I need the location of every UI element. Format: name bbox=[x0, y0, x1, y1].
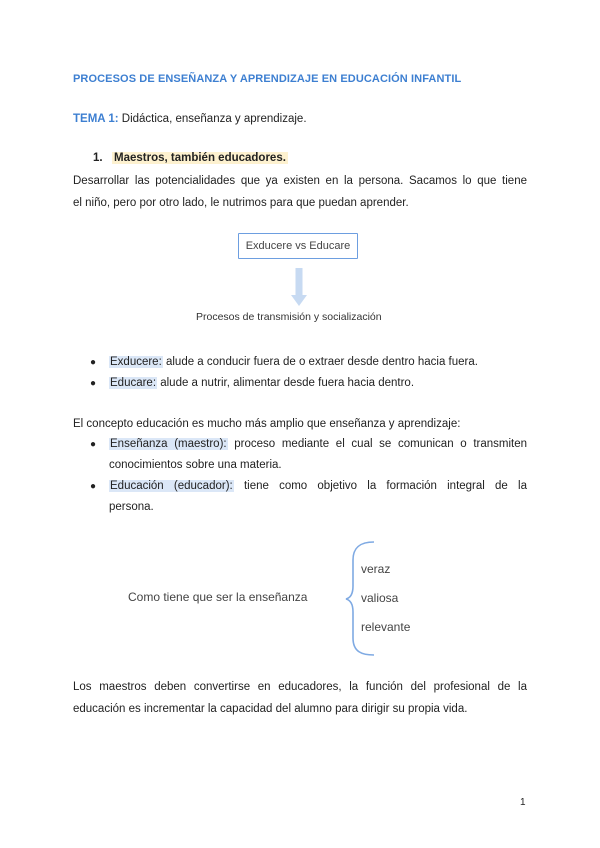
intro-line-2: el niño, pero por otro lado, le nutrimos para que puedan aprender. bbox=[73, 197, 409, 209]
concepts-list bbox=[73, 434, 527, 518]
bullet-icon: ● bbox=[90, 378, 97, 389]
exducere-educare-box: Exducere vs Educare bbox=[238, 233, 358, 259]
tema-text: Didáctica, enseñanza y aprendizaje. bbox=[118, 113, 307, 125]
list-item-line-1 bbox=[109, 434, 527, 455]
conclusion-line-1: Los maestros deben convertirse en educadores, la función del profesional de la bbox=[73, 681, 527, 693]
term: Exducere: bbox=[110, 356, 162, 368]
section-heading bbox=[93, 152, 288, 164]
term: Educare: bbox=[110, 377, 157, 389]
term: Enseñanza (maestro): bbox=[110, 438, 227, 450]
definition: alude a nutrir, alimentar desde fuera hacia dentro. bbox=[157, 377, 415, 389]
down-arrow-icon bbox=[291, 268, 307, 308]
list-item bbox=[73, 476, 527, 518]
list-item bbox=[73, 434, 527, 476]
page-number: 1 bbox=[520, 797, 526, 808]
concept-intro: El concepto educación es mucho más amplio que enseñanza y aprendizaje: bbox=[73, 418, 461, 430]
definition: proceso mediante el cual se comunican o transmiten bbox=[227, 438, 528, 450]
option-item: valiosa bbox=[361, 591, 399, 605]
brace-label: Como tiene que ser la enseñanza bbox=[128, 590, 308, 604]
bullet-icon: ● bbox=[90, 481, 97, 492]
bullet-icon: ● bbox=[90, 439, 97, 450]
option-item: veraz bbox=[361, 562, 391, 576]
list-item-line-2: conocimientos sobre una materia. bbox=[109, 459, 282, 471]
definition: tiene como objetivo la formación integral de la bbox=[233, 480, 527, 492]
list-item-line-1 bbox=[109, 476, 527, 497]
section-number: 1. bbox=[93, 152, 103, 164]
bullet-icon: ● bbox=[90, 357, 97, 368]
term: Educación (educador): bbox=[110, 480, 233, 492]
list-item-line-2: persona. bbox=[109, 501, 154, 513]
conclusion-paragraph bbox=[73, 676, 527, 720]
definition: alude a conducir fuera de o extraer desde dentro hacia fuera. bbox=[162, 356, 478, 368]
definitions-list bbox=[73, 352, 527, 394]
intro-paragraph bbox=[73, 170, 527, 214]
list-item bbox=[73, 373, 527, 394]
tema-line bbox=[73, 113, 307, 125]
list-item bbox=[73, 352, 527, 373]
document-title: PROCESOS DE ENSEÑANZA Y APRENDIZAJE EN EDUCACIÓN INFANTIL bbox=[73, 73, 462, 85]
tema-label: TEMA 1: bbox=[73, 113, 119, 125]
process-label: Procesos de transmisión y socialización bbox=[196, 311, 382, 323]
intro-line-1: Desarrollar las potencialidades que ya existen en la persona. Sacamos lo que tiene bbox=[73, 175, 527, 187]
conclusion-line-2: educación es incrementar la capacidad del alumno para dirigir su propia vida. bbox=[73, 703, 468, 715]
option-item: relevante bbox=[361, 620, 411, 634]
section-title: Maestros, también educadores. bbox=[114, 152, 286, 164]
